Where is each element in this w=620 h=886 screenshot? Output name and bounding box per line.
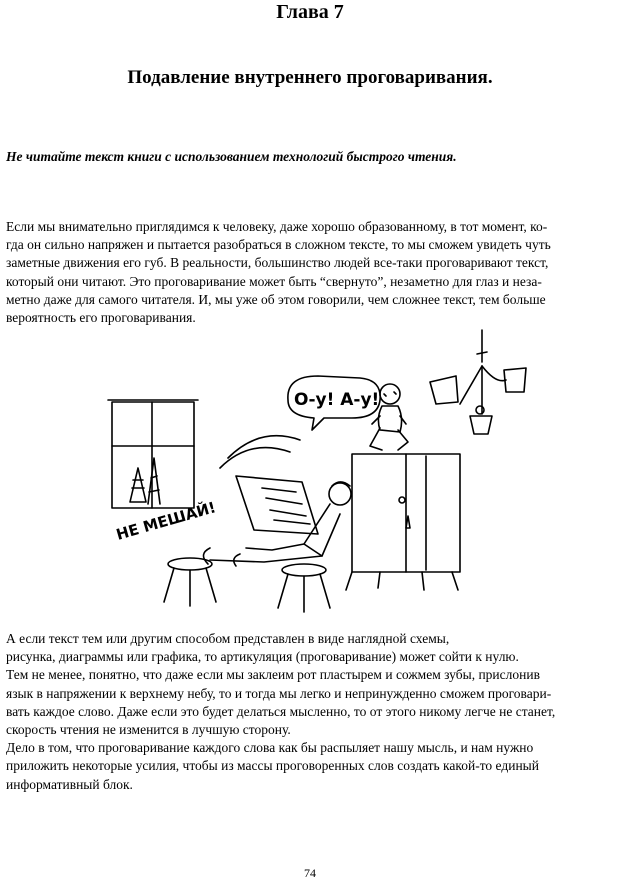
page-number: 74 — [304, 866, 316, 880]
text-line: А если текст тем или другим способом представлен в виде наглядной схемы, — [6, 631, 450, 646]
text-line: вероятность его проговаривания. — [6, 310, 196, 326]
paragraph-2 — [6, 630, 614, 794]
illustration — [90, 318, 540, 623]
text-line: заметные движения его губ. В реальности, большинство людей все-таки проговаривают текст, — [6, 255, 549, 271]
chapter-title: Подавление внутреннего проговаривания. — [127, 67, 493, 88]
text-line: Если мы внимательно приглядимся к человеку, даже хорошо образованному, в тот момент, ко- — [6, 219, 548, 234]
text-line: скорость чтения не изменится в лучшую сторону. — [6, 722, 291, 738]
cupboard-drawing — [346, 454, 460, 590]
text-line: Тем не менее, понятно, что даже если мы заклеим рот пластырем и сожмем зубы, прислонив — [6, 667, 540, 683]
text-line: приложить некоторые усилия, чтобы из массы проговоренных слов создать какой-то единый — [6, 758, 539, 774]
window-drawing — [108, 400, 198, 508]
text-line: информативный блок. — [6, 776, 133, 792]
speech-text: О-у! А-у! — [294, 390, 380, 410]
chandelier-drawing — [430, 330, 526, 434]
text-line: рисунка, диаграммы или графика, то артикуляция (проговаривание) может сойти к нулю. — [6, 649, 519, 665]
paragraph-1 — [6, 218, 614, 327]
lead-statement: Не читайте текст книги с использованием технологий быстрого чтения. — [6, 149, 457, 164]
text-line: вать каждое слово. Даже если это будет делаться мысленно, то от этого никому легче не станет, — [6, 703, 556, 719]
banner-text: НЕ МЕШАЙ! — [114, 498, 218, 544]
speech-bubble — [288, 376, 380, 430]
text-line: который они читают. Это проговаривание может быть “свернуто”, незаметно для глаз и неза- — [6, 273, 542, 289]
stools-drawing — [164, 558, 330, 612]
reader-figure-drawing — [203, 436, 351, 566]
text-line: метно даже для самого читателя. И, мы уже об этом говорили, чем сложнее текст, тем больше — [6, 291, 546, 307]
text-line: гда он сильно напряжен и пытается разобраться в сложном тексте, то мы сможем увидеть чуть — [6, 237, 551, 253]
text-line: язык в напряжении к верхнему небу, то и тогда мы легко и непринужденно сможем проговари- — [6, 685, 552, 701]
text-line: Дело в том, что проговаривание каждого слова как бы распыляет нашу мысль, и нам нужно — [6, 740, 534, 756]
chapter-heading: Глава 7 — [276, 1, 344, 23]
